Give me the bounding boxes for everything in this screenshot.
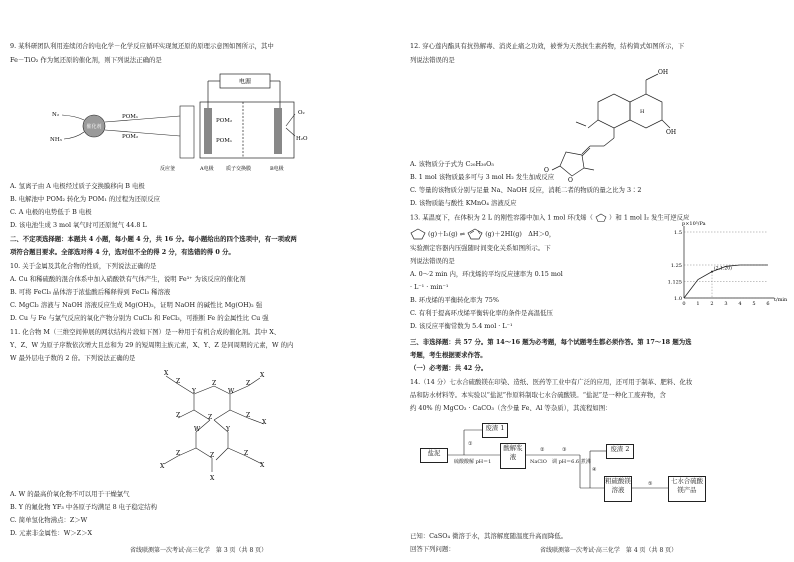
q11-option-a: A. W 的最高价氧化物不可以用于干燥氯气 — [10, 490, 130, 498]
y-tick-label: 1.5 — [674, 229, 682, 236]
x-axis-label: t/min — [774, 297, 788, 303]
atom-z-7: Z — [176, 450, 181, 457]
q10-option-b: B. 可将 FeCl₃ 晶体溶于浓盐酸后稀释得到 FeCl₃ 稀溶液 — [10, 288, 171, 296]
q13-option-a: A. 0～2 min 内，环戊烯的平均反应速率为 0.15 mol — [410, 270, 563, 278]
electrode-b — [274, 108, 282, 154]
q14-ask: 回答下列问题： — [410, 545, 455, 553]
flow-waste-2: 废渣 2 — [606, 444, 634, 459]
hydroxyl-1: OH — [658, 69, 669, 76]
q11-option-d: D. 元素非金属性：W＞Z＞X — [10, 529, 93, 537]
flow-crude-mgso4: 粗硫酸镁溶液 — [604, 476, 632, 502]
cyclopentene-icon — [595, 213, 607, 222]
x-tick-label: 1 — [696, 301, 700, 307]
atom-y-1: Y — [192, 388, 196, 395]
q14-stem-line3: 约 40% 的 MgCO₃ · CaCO₃（含少量 Fe、Al 等杂质），其流程如图： — [410, 404, 612, 412]
q12-option-a: A. 该物质分子式为 C₂₀H₃₀O₅ — [410, 160, 494, 168]
q13-stem-part1: 13. 某温度下，在体积为 2 L 的刚性容器中加入 1 mol 环戊烯（ — [410, 213, 593, 222]
q9-option-b: B. 电解池中 POM₂ 转化为 POM₁ 的过程为还原反应 — [10, 195, 161, 203]
o2-label: O₂ — [298, 110, 305, 116]
hydroxyl-2: OH — [666, 129, 677, 136]
equilibrium-arrow: ⇌ — [459, 230, 466, 238]
atom-z-8: Z — [244, 450, 249, 457]
atom-w-1: W — [228, 388, 235, 395]
step3-note: 调 pH＝6.6 煮沸 — [552, 459, 591, 465]
q12-option-d: D. 该物质能与酸性 KMnO₄ 溶液反应 — [410, 199, 517, 207]
q13-stem-line2: 实验测定容器内压强随时间变化关系如图所示。下 — [410, 244, 551, 252]
q13-stem-part2: ）和 1 mol I₂ 发生可逆反应 — [609, 213, 690, 222]
pom1-label-top: POM₁ — [122, 114, 139, 120]
q14-stem-line1: 14.（14 分）七水合硫酸镁在印染、造纸、医药等工业中有广泛的应用，还可用于制革、肥料、化妆 — [410, 378, 693, 386]
left-page-footer: 省线联测第一次考试·高三化学 第 3 页（共 8 页） — [130, 547, 268, 554]
y-axis-label: p×10⁵/Pa — [682, 221, 706, 227]
q9-option-a: A. 氢离子由 A 电极经过质子交换膜移向 B 电极 — [10, 182, 145, 190]
q11-option-c: C. 简单氢化物沸点：Z＞W — [10, 516, 88, 524]
power-label: 电源 — [238, 78, 252, 86]
step2-note: NaClO — [530, 459, 547, 465]
n2-label: N₂ — [52, 112, 60, 118]
q10-option-a: A. Cu 和稀硫酸的混合体系中加入硝酸铁有气体产生，说明 Fe³⁺ 为该反应的催化剂 — [10, 275, 246, 283]
atom-z-2: Z — [176, 378, 181, 385]
q10-stem: 10. 关于金属及其化合物的性质，下列说法正确的是 — [10, 262, 157, 270]
q13-equation — [410, 228, 555, 240]
atom-z-4: Z — [208, 414, 213, 421]
atom-x-1: X — [164, 370, 169, 377]
equation-left: (g)＋I₂(g) — [428, 230, 458, 238]
q12-stem-line1: 12. 穿心莲内酯具有抗热解毒、消炎止痛之功效，被誉为天然抗生素药物，结构简式如图所示，下 — [410, 42, 685, 50]
atom-x-2: X — [260, 372, 265, 379]
atom-z-5: Z — [176, 412, 181, 419]
h2o-label: H₂O — [296, 136, 308, 142]
step1-num: ① — [468, 441, 473, 447]
x-tick-label: 2 — [710, 301, 714, 307]
point-annotation: (2,1.20) — [714, 266, 732, 272]
cyclopentene-icon-2 — [410, 228, 426, 240]
step1-note: 硫酸酸解 pH＝1 — [454, 459, 492, 465]
q13-option-a-cont: · L⁻¹ · min⁻¹ — [410, 283, 449, 291]
q13-pressure-chart — [654, 221, 788, 318]
x-tick-label: 4 — [738, 301, 742, 307]
step2-num: ② — [540, 447, 545, 453]
x-tick-label: 5 — [752, 301, 756, 307]
q9-stem-line1: 9. 某科研团队利用连续闭合的电化学－化学反应循环实现氮还原的原理示意图如图所示，其中 — [10, 42, 274, 50]
q14-known: 已知：CaSO₄ 微溶于水，其溶解度随温度升高而降低。 — [410, 532, 568, 540]
equation-right: (g)＋2HI(g) ΔH＞0， — [485, 230, 556, 238]
cyclopentadiene-icon — [467, 228, 483, 240]
q9-option-c: C. A 电极的电势低于 B 电极 — [10, 208, 92, 216]
carbonyl-oxygen: O — [544, 167, 549, 174]
y-tick-label: 1.25 — [670, 262, 682, 269]
right-page-footer: 省线联测第一次考试·高三化学 第 4 页（共 8 页） — [540, 547, 678, 554]
q12-option-b: B. 1 mol 该物质最多可与 3 mol H₂ 发生加成反应 — [410, 173, 555, 181]
y-tick-label: 1.125 — [667, 279, 682, 286]
q9-stem-line2: Fe－TiO₂ 作为氮还原的催化剂，则下列说法正确的是 — [10, 56, 162, 64]
atom-w-2: W — [194, 426, 201, 433]
q13-option-c: C. 有利于提高环戊烯平衡转化率的条件是高温低压 — [410, 309, 553, 317]
pom2-label-bottom: POM₂ — [122, 134, 139, 140]
section3-subheading: （一）必考题：共 42 分。 — [410, 364, 488, 372]
atom-z-1: Z — [212, 380, 217, 387]
atom-x-5: X — [160, 463, 165, 470]
nh3-label: NH₃ — [50, 137, 62, 143]
q12-andrographolide-structure — [528, 66, 678, 184]
q13-stem-line3: 列说法错误的是 — [410, 257, 455, 265]
q11-stem-line2: Y、Z、W 为原子序数依次增大且总和为 29 的短周期主族元素，X、Y、Z 是同周期的元素，W 的内 — [10, 341, 294, 349]
atom-y-2: Y — [226, 426, 230, 433]
pom2-label-cell: POM₂ — [216, 118, 233, 124]
electrode-a — [204, 108, 212, 154]
flow-salt-mud: 盐泥 — [420, 448, 448, 463]
y-tick-label: 1.0 — [674, 295, 682, 302]
q10-option-d: D. Cu 与 Fe 与氯气反应的氧化产物分别为 CuCl₂ 和 FeCl₃，可推断 Fe 的金属性比 Cu 强 — [10, 314, 269, 322]
membrane-label: 质子交换膜 — [226, 166, 252, 172]
q12-option-c: C. 等量的该物质分别与足量 Na、NaOH 反应，消耗二者的物质的量之比为 3∶2 — [410, 186, 642, 194]
section2-heading-line1: 二、不定项选择题：本题共 4 小题，每小题 4 分，共 16 分。每小题给出的四个选项中，有一项或两 — [10, 235, 297, 243]
step4-num: ④ — [592, 467, 597, 473]
atom-x-4: X — [260, 462, 265, 469]
x-tick-label: 6 — [766, 301, 770, 307]
reactor-label: 反应釜 — [160, 166, 176, 172]
section2-heading-line2: 项符合题目要求。全部选对得 4 分，选对但不全的得 2 分，有选错的得 0 分。 — [10, 248, 235, 256]
atom-x-6: X — [210, 475, 215, 482]
electrode-b-label: B电极 — [270, 166, 284, 172]
section3-heading-line2: 考题，考生根据要求作答。 — [410, 351, 487, 359]
q13-option-d: D. 该反应平衡常数为 5.4 mol · L⁻¹ — [410, 322, 513, 330]
pom1-label-cell: POM₁ — [216, 138, 233, 144]
q12-stem-line2: 列说法错误的是 — [410, 56, 455, 64]
catalyst-label: 催化剂 — [86, 124, 102, 130]
q10-option-c: C. MgCl₂ 溶液与 NaOH 溶液反应生成 Mg(OH)₂，证明 NaOH 的碱性比 Mg(OH)₂ 强 — [10, 301, 263, 309]
step5-num: ⑤ — [648, 481, 653, 487]
atom-x-3: X — [262, 419, 267, 426]
atom-z-6: Z — [246, 412, 251, 419]
flow-product: 七水合硫酸镁产品 — [668, 476, 706, 502]
q13-stem-line1 — [410, 213, 689, 223]
q13-option-b: B. 环戊烯的平衡转化率为 75% — [410, 296, 499, 304]
data-point — [711, 271, 713, 273]
q14-flowchart — [420, 418, 780, 528]
atom-z-3: Z — [246, 380, 251, 387]
flowchart-lines — [420, 418, 780, 528]
x-tick-label: 3 — [724, 301, 728, 307]
q11-option-b: B. Y 的氟化物 YF₃ 中各原子均满足 8 电子稳定结构 — [10, 503, 158, 511]
step3-num: ③ — [562, 447, 567, 453]
ring-oxygen: O — [568, 177, 573, 184]
section3-heading-line1: 三、非选择题：共 57 分。第 14～16 题为必考题，每个试题考生都必须作答。第 17～18 题为选 — [410, 338, 692, 346]
flow-acid-slurry: 酸解浆液 — [500, 443, 526, 469]
q14-stem-line2: 品和防水材料等。本实验以“盐泥”作原料制取七水合硫酸镁。“盐泥”是一种化工废弃物，含 — [410, 391, 666, 399]
q9-electrochem-figure — [30, 70, 330, 180]
atom-z-9: Z — [210, 452, 215, 459]
q11-stem-line1: 11. 化合物 M（三维空间伸展的网状结构片段如下图）是一种用于有机合成的催化剂。其中 X、 — [10, 328, 281, 336]
q11-network-figure — [120, 364, 300, 486]
flow-waste-1: 废渣 1 — [482, 423, 508, 438]
hydrogen-label: H — [640, 109, 645, 115]
q9-option-d: D. 该电池生成 3 mol 氧气时可还原氮气 44.8 L — [10, 221, 147, 229]
electrode-a-label: A电极 — [200, 166, 214, 172]
q11-stem-line3: W 最外层电子数的 2 倍。下列说法正确的是 — [10, 354, 136, 362]
x-tick-label: 0 — [682, 301, 686, 307]
